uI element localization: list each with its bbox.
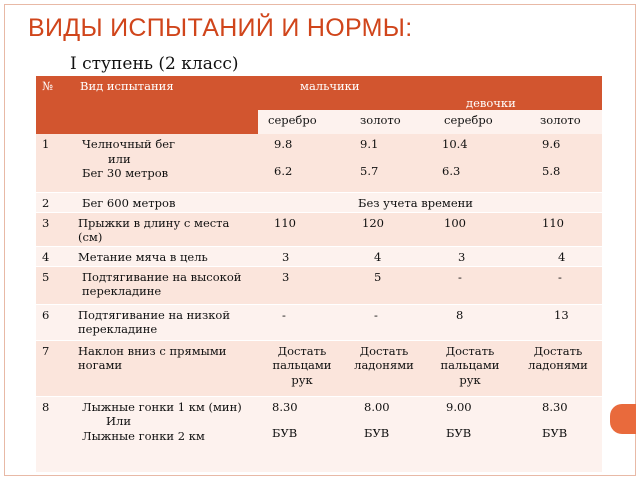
cell-boys-silver: 9.8 6.2 bbox=[274, 137, 293, 178]
cell-girls-gold: 9.6 5.8 bbox=[542, 137, 561, 178]
row-name: Метание мяча в цель bbox=[78, 249, 208, 264]
cell-girls-silver: 100 bbox=[444, 215, 466, 230]
cell-boys-silver: 8.30 БУВ bbox=[272, 399, 298, 441]
cell-boys-silver: Достать пальцами рук bbox=[272, 343, 332, 387]
cell-girls-silver: 3 bbox=[458, 249, 466, 264]
cell-girls-gold: 4 bbox=[558, 249, 566, 264]
cell-boys-gold: 8.00 БУВ bbox=[364, 399, 390, 441]
header-boys: мальчики bbox=[258, 76, 426, 96]
cell-boys-silver: 3 bbox=[282, 269, 290, 284]
cell-boys-gold: 5 bbox=[374, 269, 382, 284]
row-num: 1 bbox=[42, 137, 50, 152]
cell-girls-silver: 10.4 6.3 bbox=[442, 137, 468, 178]
row-name: Подтягивание на низкой перекладине bbox=[78, 307, 231, 337]
page-subtitle: I ступень (2 класс) bbox=[70, 54, 239, 74]
row-name: Бег 600 метров bbox=[82, 195, 176, 210]
cell-boys-gold: - bbox=[374, 307, 378, 322]
table-row bbox=[36, 266, 602, 304]
row-name: Челночный бег или Бег 30 метров bbox=[82, 137, 176, 181]
cell-girls-silver: 9.00 БУВ bbox=[446, 399, 472, 441]
table-row bbox=[36, 246, 602, 266]
cell-boys-silver: 3 bbox=[282, 249, 290, 264]
cell-boys-silver: 110 bbox=[274, 215, 296, 230]
cell-girls-gold: 110 bbox=[542, 215, 564, 230]
row-num: 8 bbox=[42, 399, 50, 414]
cell-girls-gold: Достать ладонями bbox=[528, 343, 588, 373]
cell-girls-silver: - bbox=[458, 269, 462, 284]
row-num: 2 bbox=[42, 195, 50, 210]
row-num: 5 bbox=[42, 269, 50, 284]
decorative-tab bbox=[610, 404, 636, 434]
table-row bbox=[36, 396, 602, 472]
table-row bbox=[36, 340, 602, 396]
cell-boys-gold: Достать ладонями bbox=[354, 343, 414, 373]
table-row bbox=[36, 134, 602, 192]
header-test: Вид испытания bbox=[70, 76, 258, 134]
header-boys-gold: золото bbox=[342, 110, 426, 134]
row-name: Прыжки в длину с места (см) bbox=[78, 215, 230, 245]
row-name: Лыжные гонки 1 км (мин) Или Лыжные гонки 2 км bbox=[82, 399, 242, 443]
header-girls-gold: золото bbox=[514, 110, 602, 134]
cell-girls-silver: 8 bbox=[456, 307, 464, 322]
row-name: Наклон вниз с прямыми ногами bbox=[78, 343, 227, 373]
cell-boys-gold: 9.1 5.7 bbox=[360, 137, 379, 178]
cell-merged: Без учета времени bbox=[358, 195, 473, 210]
table-row bbox=[36, 212, 602, 246]
cell-girls-gold: 13 bbox=[554, 307, 569, 322]
header-girls-silver: серебро bbox=[426, 110, 514, 134]
header-girls: девочки bbox=[426, 96, 602, 110]
cell-girls-gold: - bbox=[558, 269, 562, 284]
cell-girls-gold: 8.30 БУВ bbox=[542, 399, 568, 441]
row-name: Подтягивание на высокой перекладине bbox=[82, 269, 242, 299]
cell-girls-silver: Достать пальцами рук bbox=[440, 343, 500, 387]
header-num: № bbox=[36, 76, 70, 134]
cell-boys-silver: - bbox=[282, 307, 286, 322]
row-num: 7 bbox=[42, 343, 50, 358]
row-num: 6 bbox=[42, 307, 50, 322]
cell-boys-gold: 4 bbox=[374, 249, 382, 264]
page-title: ВИДЫ ИСПЫТАНИЙ И НОРМЫ: bbox=[28, 14, 413, 42]
cell-boys-gold: 120 bbox=[362, 215, 384, 230]
row-num: 4 bbox=[42, 249, 50, 264]
header-boys-silver: серебро bbox=[258, 110, 342, 134]
table-row bbox=[36, 304, 602, 340]
table-row bbox=[36, 192, 602, 212]
norms-table bbox=[36, 76, 602, 472]
row-num: 3 bbox=[42, 215, 50, 230]
